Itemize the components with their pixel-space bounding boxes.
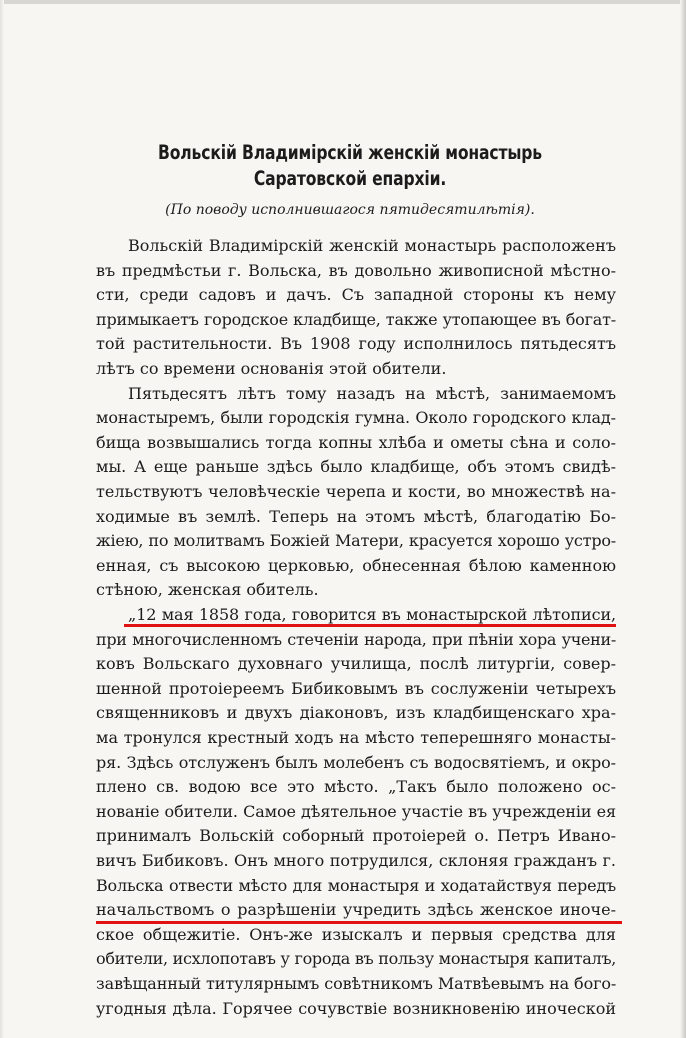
text-line: стѣною, женская обитель.: [96, 580, 319, 599]
text-line: вичъ Бибиковъ. Онъ много потрудился, склоняя гражданъ г.: [96, 851, 616, 870]
text-line: Пятьдесятъ лѣтъ тому назадъ на мѣстѣ, занимаемомъ: [128, 384, 616, 403]
text-line: ма тронулся крестный ходъ на мѣсто теперешняго монасты-: [96, 728, 616, 747]
text-line: въ предмѣстьи г. Вольска, въ довольно живописной мѣстно-: [96, 261, 616, 280]
text-line: той растительности. Въ 1908 году исполнилось пятьдесятъ: [96, 334, 616, 353]
text-line: лѣтъ со времени основанія этой обители.: [96, 359, 447, 378]
page-top-edge: [0, 0, 686, 4]
text-line: „12 мая 1858 года, говорится въ монастырской лѣтописи,: [128, 605, 616, 624]
text-line: ковъ Вольскаго духовнаго училища, послѣ литургіи, совер-: [96, 654, 616, 673]
text-line: ходимые въ землѣ. Теперь на этомъ мѣстѣ, благодатію Бо-: [96, 507, 616, 526]
text-line: Вольскій Владимірскій женскій монастырь расположенъ: [128, 236, 616, 255]
text-line: тельствуютъ человѣческіе черепа и кости, во множествѣ на-: [96, 482, 616, 501]
page-right-edge: [680, 0, 686, 1038]
text-line: начальствомъ о разрѣшеніи учредить здѣсь женское иноче-: [96, 900, 616, 919]
text-line: бища возвышались тогда копны хлѣба и ометы сѣна и соло-: [96, 433, 616, 452]
text-line: монастыремъ, были городскія гумна. Около городского клад-: [96, 408, 616, 427]
red-underline-mark: [124, 624, 616, 627]
text-line: нованіе обители. Самое дѣятельное участіе въ учрежденіи ея: [96, 802, 616, 821]
text-line: плено св. водою все это мѣсто. „Такъ было положено ос-: [96, 777, 616, 796]
text-line: Вольска отвести мѣсто для монастыря и ходатайствуя передъ: [96, 876, 616, 895]
document-title: Вольскій Владимірскій женскій монастырь Саратовской епархіи.: [157, 141, 543, 190]
text-line: священниковъ и двухъ діаконовъ, изъ кладбищенскаго хра-: [96, 703, 616, 722]
text-line: мы. А еще раньше здѣсь было кладбище, объ этомъ свидѣ-: [96, 457, 616, 476]
text-line: завѣщанный титулярнымъ совѣтникомъ Матвѣевымъ на бого-: [96, 974, 617, 993]
text-line: примыкаетъ городское кладбище, также утопающее въ богат-: [96, 310, 616, 329]
text-line: принималъ Вольскій соборный протоіерей о. Петръ Ивано-: [96, 826, 616, 845]
text-line: енная, съ высокою церковью, обнесенная бѣлою каменною: [96, 556, 616, 575]
text-line: сти, среди садовъ и дачъ. Съ западной стороны къ нему: [96, 285, 616, 304]
text-line: шенной протоіереемъ Бибиковымъ въ сослуженіи четырехъ: [96, 679, 616, 698]
text-line: ря. Здѣсь отслуженъ былъ молебенъ съ водосвятіемъ, и окро-: [96, 753, 616, 772]
text-line: угодныя дѣла. Горячее сочувствіе возникновенію иноческой: [96, 999, 616, 1018]
text-line: обители, исхлопотавъ у города въ пользу монастыря капиталъ,: [96, 949, 616, 968]
page-left-edge: [0, 0, 4, 1038]
text-line: жіею, по молитвамъ Божіей Матери, красуется хорошо устро-: [96, 531, 616, 550]
text-line: ское общежитіе. Онъ-же изыскалъ и первыя средства для: [96, 925, 616, 944]
text-line: при многочисленномъ стеченіи народа, при пѣніи хора учени-: [96, 630, 616, 649]
document-subtitle: (По поводу исполнившагося пятидесятилѣтія).: [165, 202, 535, 218]
